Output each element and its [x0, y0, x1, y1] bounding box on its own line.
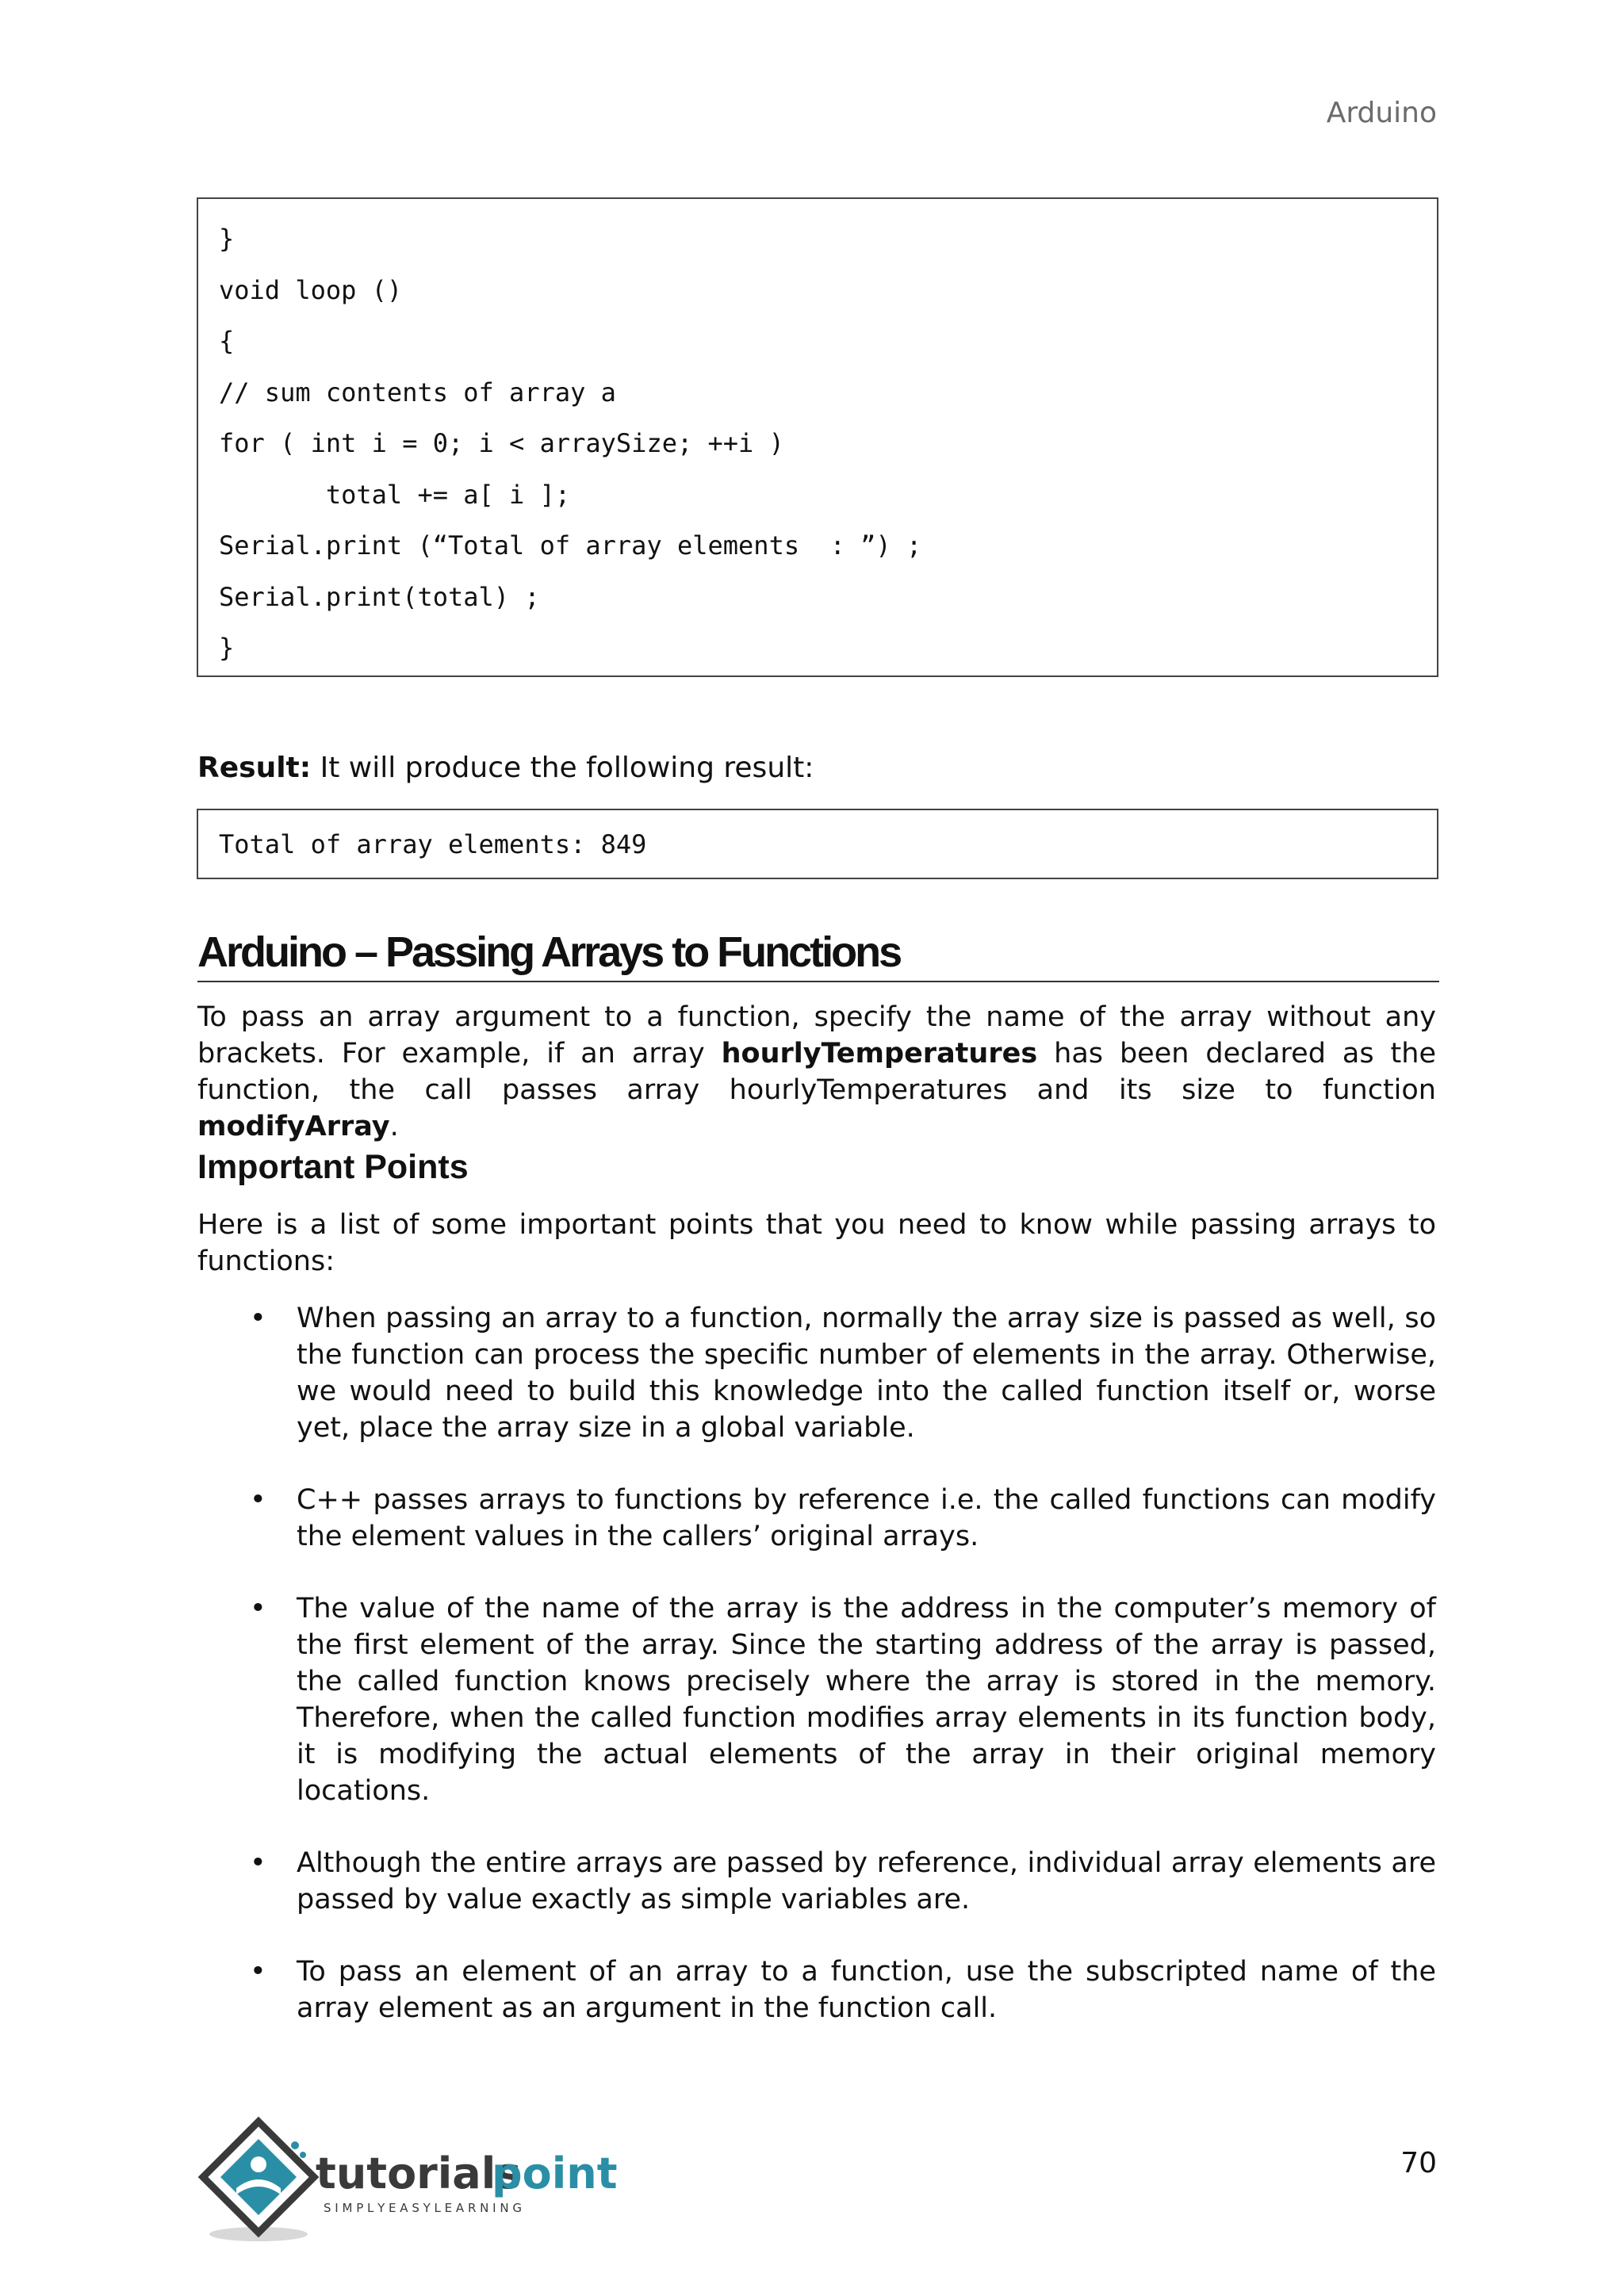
logo-text-point: point [492, 2149, 618, 2198]
intro-text: has been declared as the function, the call passes array hourlyTemperatures and its size to function [197, 1038, 1436, 1106]
code-line: { [219, 326, 235, 356]
intro-bold-term: hourlyTemperatures [721, 1038, 1038, 1070]
list-item [197, 1845, 1436, 1918]
output-line: Total of array elements: 849 [219, 829, 647, 859]
bullet-text: When passing an array to a function, normally the array size is passed as well, so the function can process the specific number of elements in the array. Otherwise, we would need to build this knowledge into the called function itself or, worse yet, place the array size in a global variable. [297, 1303, 1436, 1444]
bullet-text: Although the entire arrays are passed by reference, individual array elements are passed by value exactly as simple variables are. [297, 1847, 1436, 1915]
bullet-glyph: • [250, 1847, 266, 1879]
section-title-rule [197, 981, 1439, 982]
subsection-title: Important Points [197, 1148, 469, 1186]
list-item [197, 1300, 1436, 1446]
section-title: Arduino – Passing Arrays to Functions [197, 928, 901, 976]
result-label: Result: [197, 752, 312, 784]
intro-text: . [389, 1111, 399, 1142]
code-line: void loop () [219, 274, 403, 305]
code-line: } [219, 633, 235, 663]
code-line: for ( int i = 0; i < arraySize; ++i ) [219, 428, 784, 458]
subsection-intro: Here is a list of some important points that you need to know while passing arrays to functions: [197, 1209, 1436, 1277]
logo-tagline: S I M P L Y E A S Y L E A R N I N G [324, 2201, 522, 2215]
code-line: Serial.print(total) ; [219, 581, 540, 612]
intro-text: To pass an array argument to a function, specify the name of the array without any brackets. For example, if an array [197, 1001, 1436, 1070]
list-item [197, 1482, 1436, 1555]
list-item [197, 1954, 1436, 2026]
code-block-output [197, 809, 1438, 879]
logo-text-tutorials: tutorials [316, 2149, 522, 2198]
bullet-list [197, 1300, 1436, 2062]
bullet-glyph: • [250, 1593, 266, 1624]
tutorialspoint-logo [197, 2115, 641, 2250]
intro-bold-term: modifyArray [197, 1111, 390, 1142]
section-intro [197, 999, 1436, 1145]
code-line: total += a[ i ]; [219, 479, 571, 510]
list-item [197, 1590, 1436, 1809]
running-header: Arduino [1326, 97, 1437, 129]
result-paragraph [197, 752, 814, 784]
bullet-text: The value of the name of the array is the address in the computer’s memory of the first element of the array. Since the starting address of the array is passed, the called function knows precisely where the array is stored in the memory. Therefore, when the called function modifies array elements in its function body, it is modifying the actual elements of the array in their original memory locations. [297, 1593, 1436, 1807]
page-number: 70 [1400, 2147, 1437, 2179]
bullet-glyph: • [250, 1484, 266, 1516]
bullet-glyph: • [250, 1956, 266, 1988]
bullet-glyph: • [250, 1303, 266, 1334]
code-line: // sum contents of array a [219, 377, 616, 408]
code-line: Serial.print (“Total of array elements : ”) ; [219, 530, 922, 561]
bullet-text: C++ passes arrays to functions by reference i.e. the called functions can modify the element values in the callers’ original arrays. [297, 1484, 1436, 1552]
bullet-text: To pass an element of an array to a function, use the subscripted name of the array element as an argument in the function call. [297, 1956, 1436, 2024]
code-line: } [219, 224, 235, 254]
result-text: It will produce the following result: [311, 752, 814, 784]
code-block-loop [197, 197, 1438, 677]
